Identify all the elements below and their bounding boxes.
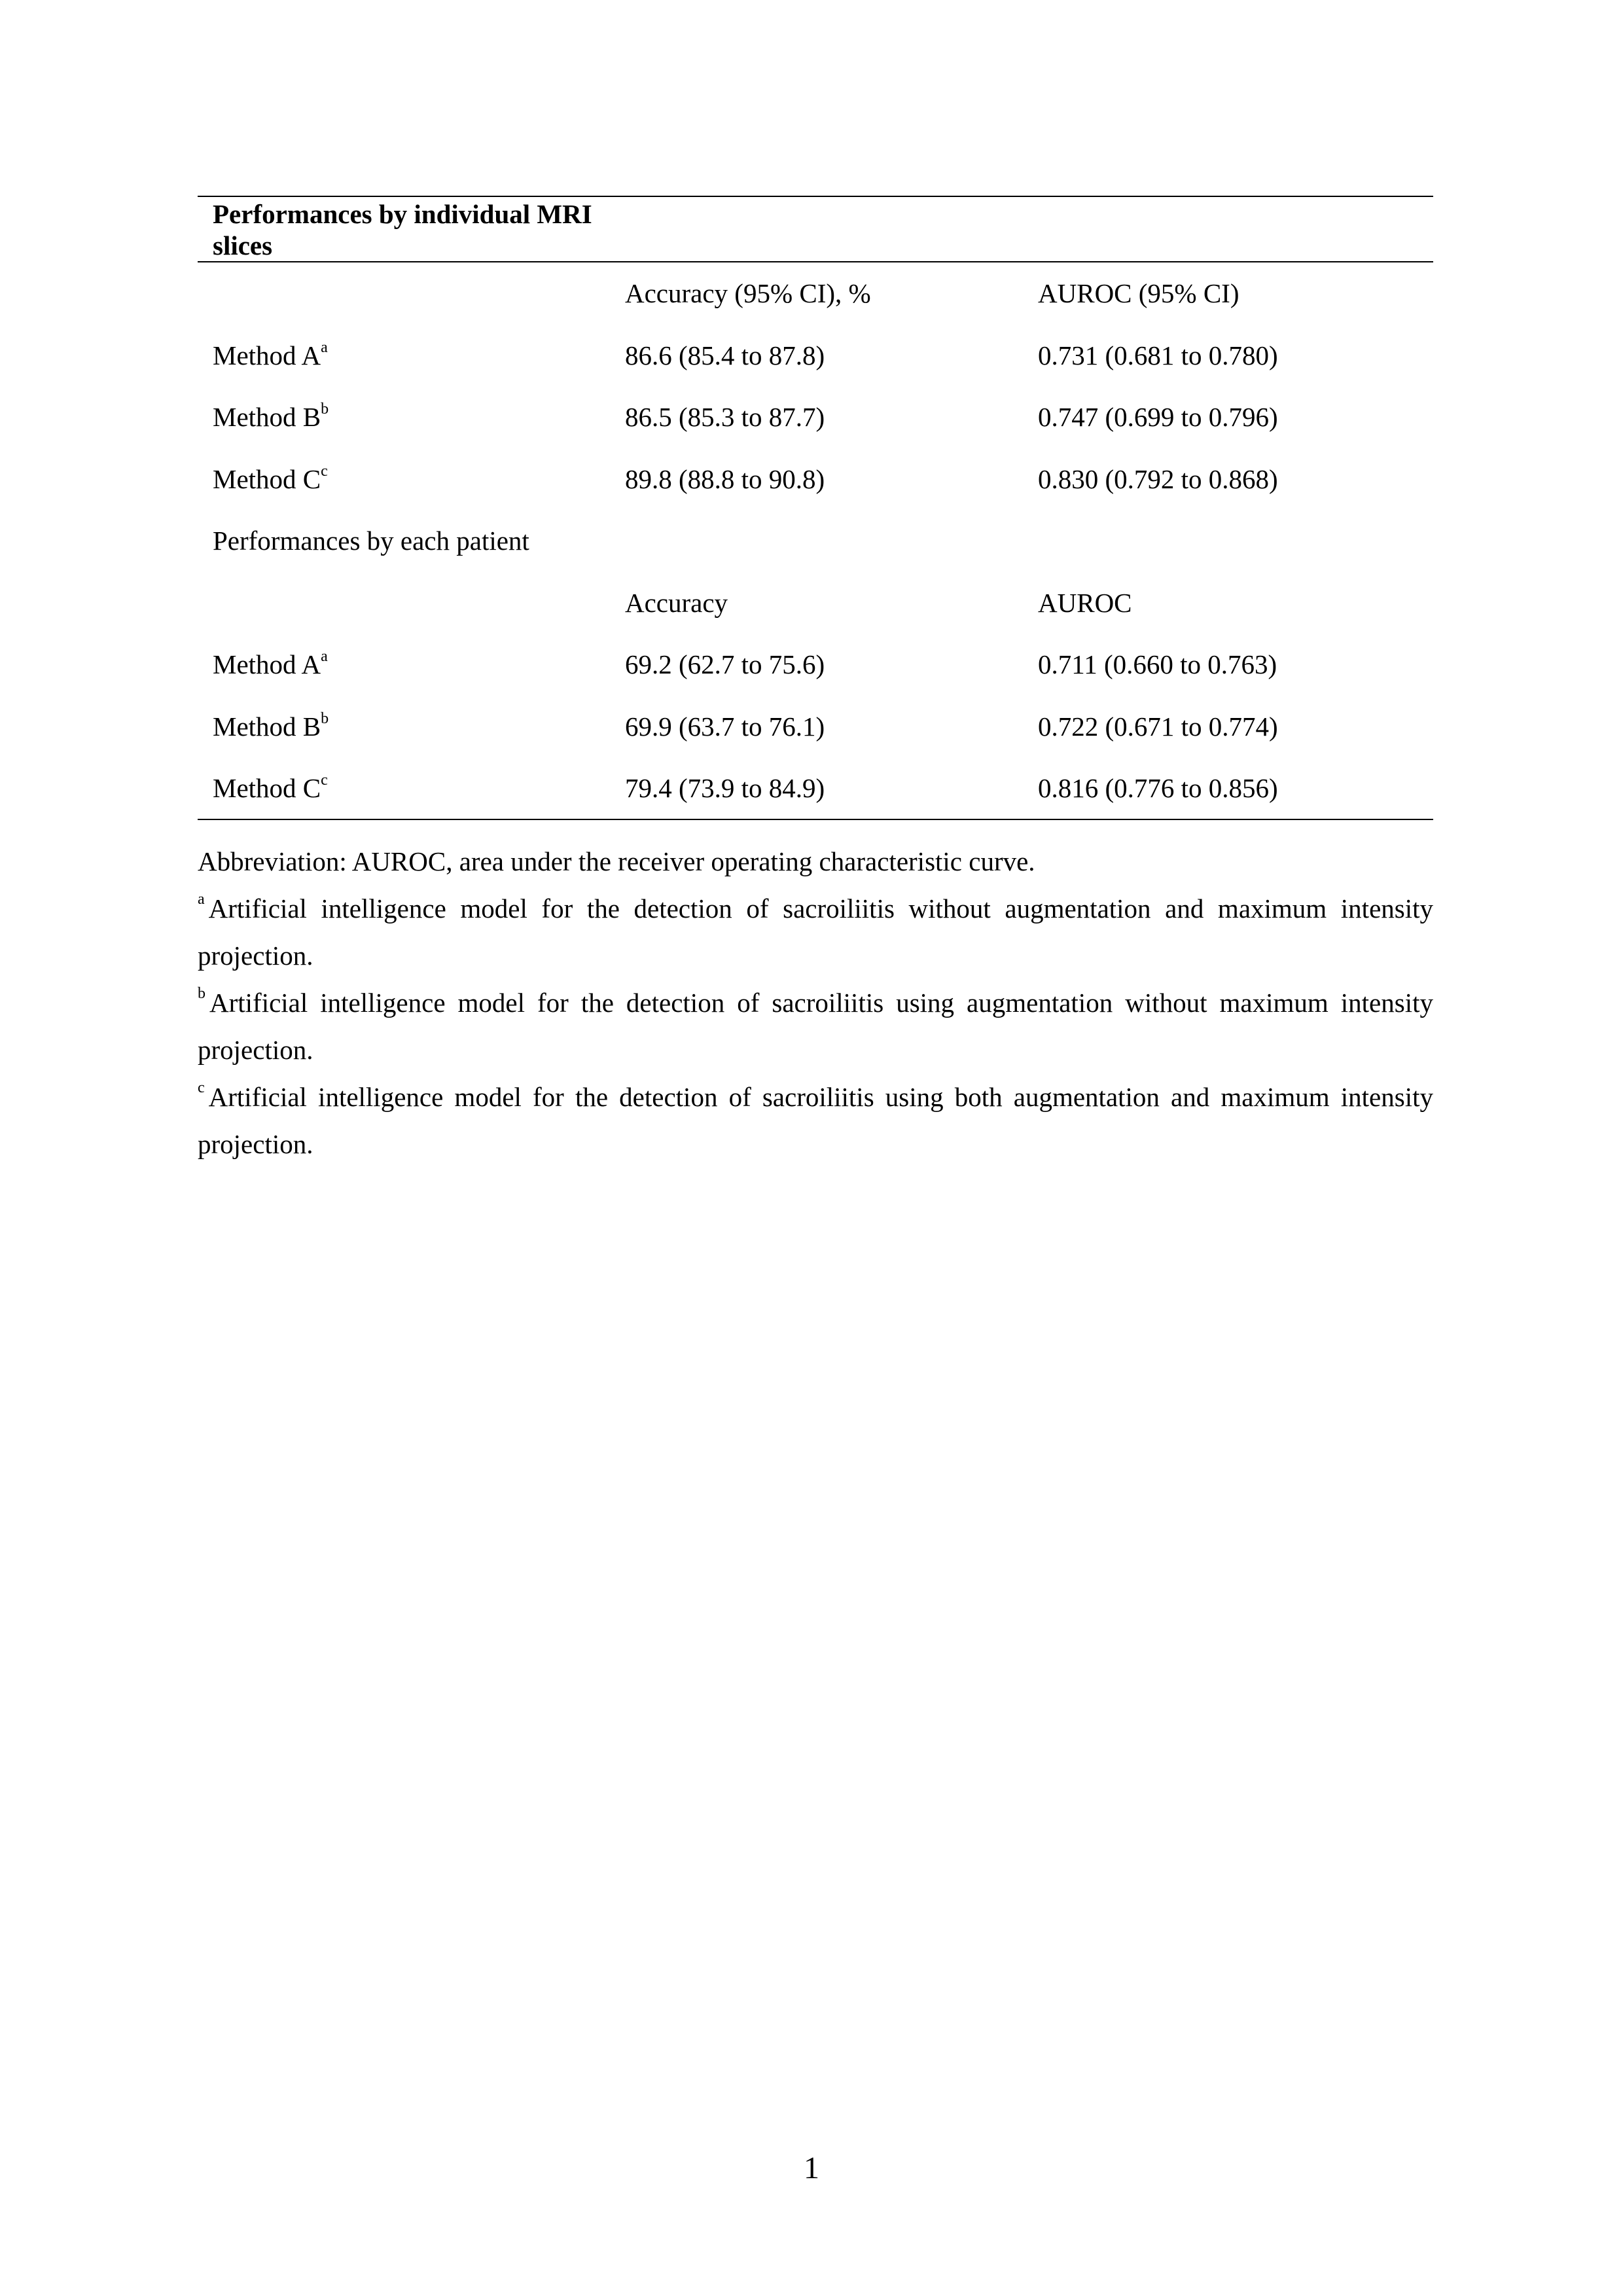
cell-accuracy: 89.8 (88.8 to 90.8) (625, 464, 825, 494)
row-label-method-b (213, 401, 329, 433)
footnote-mark: b (198, 985, 205, 1003)
method-name: Method A (213, 649, 321, 679)
footnote-b (198, 979, 1433, 1073)
row-label-method-b (213, 711, 329, 742)
method-name: Method A (213, 340, 321, 370)
cell-auroc: 0.830 (0.792 to 0.868) (1038, 464, 1278, 494)
footnote-mark: a (198, 891, 205, 908)
footnote-mark: c (321, 463, 328, 480)
method-name: Method C (213, 773, 321, 803)
row-label-method-a (213, 649, 328, 680)
footnote-text: Artificial intelligence model for the detection of sacroiliitis using both augmentation and maximum intensity projection. (198, 1082, 1433, 1159)
cell-auroc: 0.731 (0.681 to 0.780) (1038, 340, 1278, 370)
footnote-text: Artificial intelligence model for the detection of sacroiliitis without augmentation and maximum intensity projection. (198, 893, 1433, 971)
cell-accuracy: 69.2 (62.7 to 75.6) (625, 649, 825, 679)
row-label-method-c (213, 463, 328, 495)
col-header-accuracy-ci: Accuracy (95% CI), % (625, 278, 871, 308)
cell-auroc: 0.722 (0.671 to 0.774) (1038, 711, 1278, 742)
col-header-accuracy: Accuracy (625, 588, 728, 618)
method-name: Method C (213, 464, 321, 494)
table-header-rule (198, 261, 1433, 262)
footnote-mark: a (321, 339, 328, 357)
section-title-patient: Performances by each patient (213, 526, 529, 556)
footnote-mark: c (321, 772, 328, 789)
footnote-mark: b (321, 401, 329, 418)
table-top-rule (198, 196, 1433, 197)
row-label-method-c (213, 772, 328, 804)
footnote-a (198, 885, 1433, 979)
col-header-auroc-ci: AUROC (95% CI) (1038, 278, 1240, 308)
footnote-mark: b (321, 710, 329, 728)
method-name: Method B (213, 402, 321, 432)
footnote-text: Artificial intelligence model for the detection of sacroiliitis using augmentation without maximum intensity projection. (198, 988, 1433, 1065)
cell-accuracy: 86.5 (85.3 to 87.7) (625, 402, 825, 432)
cell-auroc: 0.747 (0.699 to 0.796) (1038, 402, 1278, 432)
section-title-slices: Performances by individual MRI slices (213, 199, 592, 260)
table-bottom-rule (198, 819, 1433, 820)
row-label-method-a (213, 340, 328, 371)
abbreviation-note: Abbreviation: AUROC, area under the receiver operating characteristic curve. (198, 846, 1035, 876)
footnote-mark: a (321, 648, 328, 666)
method-name: Method B (213, 711, 321, 742)
cell-accuracy: 69.9 (63.7 to 76.1) (625, 711, 825, 742)
cell-auroc: 0.816 (0.776 to 0.856) (1038, 773, 1278, 803)
table-footnotes (198, 838, 1433, 1168)
cell-auroc: 0.711 (0.660 to 0.763) (1038, 649, 1277, 679)
footnote-mark: c (198, 1079, 205, 1097)
col-header-auroc: AUROC (1038, 588, 1132, 618)
cell-accuracy: 86.6 (85.4 to 87.8) (625, 340, 825, 370)
page-number: 1 (804, 2151, 819, 2185)
cell-accuracy: 79.4 (73.9 to 84.9) (625, 773, 825, 803)
footnote-c (198, 1073, 1433, 1168)
